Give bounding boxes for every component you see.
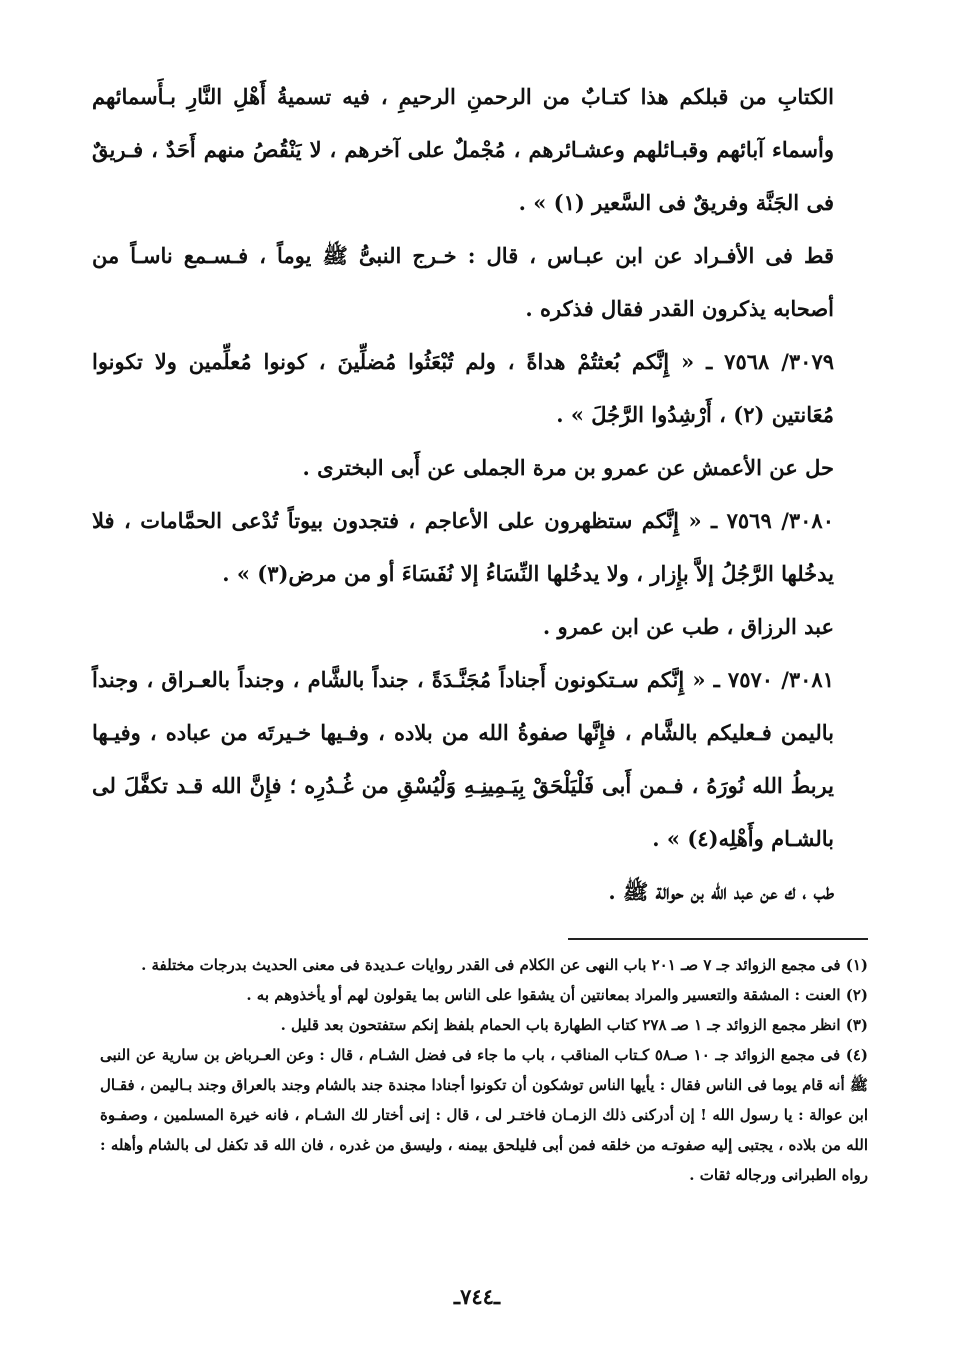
footnote-4: (٤) فى مجمع الزوائد جـ ١٠ صـ٥٨ كـتاب المناقب ، باب ما جاء فى فضل الشـام ، قال : وعن العـرباض بن سارية عن النبى ﷺ أنه قام يوما فى الناس فقال : يأيها الناس توشكون أن تكونوا أجنادا مجندة جند بالشام وجند بالعراق وجند بـاليمن ، فقـال ابن عوالة : يا رسول الله ! إن أدركنى ذلك الزمـان فاختـر لى ، قال : إنى أختار لك الشـام ، فانه خيرة المسلمين ، وصفـوة الله من بلاده ، يجتبى إليه صفوتـه من خلقه فمن أبى فليلحق بيمنه ، وليسق من غدره ، فان الله قد تكفل لى بالشام وأهله : رواه الطبرانى ورجاله ثقات . [100, 1046, 868, 1184]
hadith-3081: ٣٠٨١/ ٧٥٧٠ ـ « إِنَّكم سـتكونون أَجناداً مُجَنَّـدَةً ، جنداً بالشَّام ، وجنداً بالعـراق ، وجنداً باليمن فـعليكم بالشَّام ، فإِنَّها صفوةُ الله من بلاده ، وفـيها خـيرتَه من عباده ، وفيـها يربطُ الله نُورَهُ ، فـمن أَبى فَلْيَلْحَقْ بِيَـمِينِـهِ وَلْيُسْقِ من غُـدُرِه ؛ فإِنَّ الله قـد تكفَّلَ لى بالشـام وأَهْلِه(٤) » . [92, 667, 834, 851]
paragraph-continuation: الكتابِ من قبلكم هذا كتـابٌ من الرحمنِ الرحيمِ ، فيه تسميةُ أَهْلِ النَّارِ بـأَسمائهم وأسماء آبائهم وقبـائلهم وعشـائرهم ، مُجْملٌ على آخرهم ، لا يَنْقُصُ منهم أَحَدٌ ، فـريقٌ فى الجَنَّة وفريقٌ فى السَّعير (١) » . [92, 84, 834, 215]
footnote-3: (٣) انظر مجمع الزوائد جـ ١ صـ ٢٧٨ كتاب الطهارة باب الحمام بلفظ إنكم ستفتحون بعد قليل . [280, 1016, 868, 1034]
footnotes [100, 950, 868, 1190]
page-number: ـ٧٤٤ـ [453, 1284, 501, 1309]
footnote-1: (١) فى مجمع الزوائد جـ ٧ صـ ٢٠١ باب النهى عن الكلام فى القدر روايات عـديدة فى معنى الحديث بدرجات مختلفة . [141, 956, 868, 974]
source-3081: طب ، ك عن عبد الله بن حوالة ﷺ . [608, 879, 834, 904]
main-text [92, 70, 834, 918]
footnote-2: (٢) العنت : المشقة والتعسير والمراد بمعانتين أن يشقوا على الناس بما يقولون لهم أو يأخذوهم به . [246, 986, 868, 1004]
source-3079: حل عن الأعمش عن عمرو بن مرة الجملى عن أَبى البخترى . [302, 455, 834, 480]
paragraph-attribution: قط فى الأفـراد عن ابن عبـاس ، قال : خـرج النبىُّ ﷺ يوماً ، فـسـمع ناسـاً من أصحابه يذكرون القدر فقال فذكره . [92, 243, 834, 321]
hadith-3079: ٣٠٧٩/ ٧٥٦٨ ـ « إِنَّكم بُعثتُمْ هداةً ، ولم تُبْعَثُوا مُضلِّينَ ، كونوا مُعلِّمين ولا تكونوا مُعَانتين (٢) ، أَرْشِدُوا الرَّجُلَ » . [92, 349, 835, 427]
hadith-3080: ٣٠٨٠/ ٧٥٦٩ ـ « إِنَّكم ستظهرون على الأعاجم ، فتجدون بيوتاً تُدْعى الحمَّامات ، فلا يدخُلها الرَّجُلُ إلاَّ بإِزار ، ولا يدخُلها النِّسَاءُ إلا نُفَسَاءَ أو من مرض(٣) » . [92, 508, 834, 586]
source-3080: عبد الرزاق ، طب عن ابن عمرو . [542, 614, 834, 639]
footnote-divider [568, 938, 868, 940]
